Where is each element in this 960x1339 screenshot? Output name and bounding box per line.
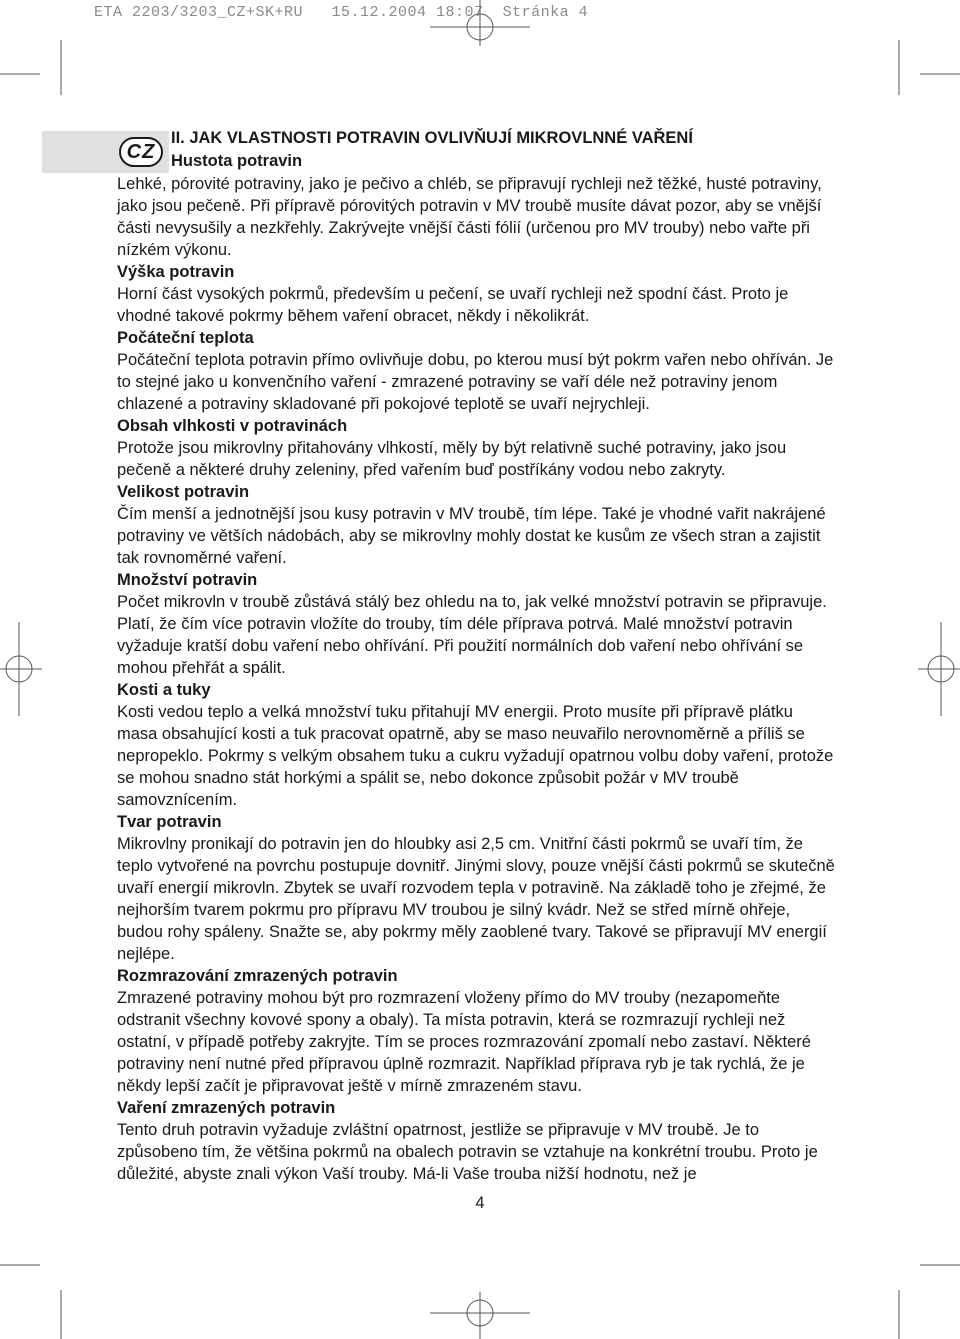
section-text: Počet mikrovln v troubě zůstává stálý bez ohledu na to, jak velké množství potravin se připravuje. Platí, že čím více potravin vložíte do trouby, tím déle příprava potrvá. Malé množství potravin vyžaduje kratší dobu vaření nebo ohřívání. Při použití normálních dob vaření nebo ohřívání se mohou přehřát a spálit. <box>117 593 827 677</box>
print-slug: ETA 2203/3203_CZ+SK+RU 15.12.2004 18:07 Stránka 4 <box>94 4 589 21</box>
registration-mark-top <box>430 0 530 46</box>
registration-mark-right <box>918 622 960 716</box>
section-text: Zmrazené potraviny mohou být pro rozmrazení vloženy přímo do MV trouby (nezapomeňte odstranit všechny kovové spony a obaly). Ta místa potravin, která se rozmrazují rychleji než ostatní, v případě potřeby zakryjte. Tím se proces rozmrazování zpomalí nebo zastaví. Některé potraviny není nutné před přípravou úplně rozmrazit. Například příprava ryb je tak rychlá, že je někdy lepší začít je připravovat ještě v mírně zmrazeném stavu. <box>117 989 811 1095</box>
section-text: Protože jsou mikrovlny přitahovány vlhkostí, měly by být relativně suché potraviny, jako jsou pečeně a některé druhy zeleniny, před vařením buď postříkány vodou nebo zakryty. <box>117 439 787 479</box>
registration-mark-left <box>0 622 42 716</box>
intro-paragraph: Lehké, pórovité potraviny, jako je pečivo a chléb, se připravují rychleji než těžké, husté potraviny, jako jsou pečeně. Při přípravě pórovitých potravin v MV troubě musíte dávat pozor, aby se vnější části nevysušily a nezkřehly. Zakrývejte vnější části fólií (určenou pro MV trouby) nebo vařte při nízkém výkonu. <box>117 175 822 259</box>
language-badge: CZ <box>119 137 163 167</box>
section-title: Velikost potravin <box>117 483 250 501</box>
sections-body <box>117 261 837 1185</box>
section-text: Horní část vysokých pokrmů, především u pečení, se uvaří rychleji než spodní část. Proto je vhodné takové pokrmy během vaření obracet, někdy i několikrát. <box>117 285 789 325</box>
section-title: Obsah vlhkosti v potravinách <box>117 417 348 435</box>
section-title: Tvar potravin <box>117 813 222 831</box>
section-title: Množství potravin <box>117 571 258 589</box>
section-title: Vaření zmrazených potravin <box>117 1099 336 1117</box>
section-heading-density: Hustota potravin <box>171 152 303 170</box>
chapter-heading: II. JAK VLASTNOSTI POTRAVIN OVLIVŇUJÍ MIKROVLNNÉ VAŘENÍ <box>171 129 693 147</box>
page-number: 4 <box>475 1194 485 1212</box>
section-text: Tento druh potravin vyžaduje zvláštní opatrnost, jestliže se připravuje v MV troubě. Je to způsobeno tím, že většina pokrmů na obalech potravin se vztahuje na konkrétní troubu. Proto je důležité, abyste znali výkon Vaší trouby. Má-li Vaše trouba nižší hodnotu, než je <box>117 1121 818 1183</box>
section-text: Čím menší a jednotnější jsou kusy potravin v MV troubě, tím lépe. Také je vhodné vařit nakrájené potraviny ve větších nádobách, aby se mikrovlny mohly dostat ke kusům ze všech stran a zajistit tak rovnoměrné vaření. <box>117 505 826 567</box>
section-title: Počáteční teplota <box>117 329 254 347</box>
registration-mark-bottom <box>430 1292 530 1339</box>
section-title: Výška potravin <box>117 263 235 281</box>
section-text: Mikrovlny pronikají do potravin jen do hloubky asi 2,5 cm. Vnitřní části pokrmů se uvaří tím, že teplo vytvořené na povrchu postupuje dovnitř. Jinými slovy, pouze vnější části pokrmů se skutečně uvaří energií mikrovln. Zbytek se uvaří rozvodem tepla v potravině. Na základě toho je zřejmé, že nejhorším tvarem pokrmu pro přípravu MV troubou je silný kvádr. Než se střed mírně ohřeje, budou rohy spáleny. Snažte se, aby pokrmy měly zaoblené tvary. Takové se připravují MV energií nejlépe. <box>117 835 835 963</box>
section-title: Rozmrazování zmrazených potravin <box>117 967 398 985</box>
section-title: Kosti a tuky <box>117 681 211 699</box>
section-text: Počáteční teplota potravin přímo ovlivňuje dobu, po kterou musí být pokrm vařen nebo ohříván. Je to stejné jako u konvenčního vaření - zmrazené potraviny se vaří déle než potraviny jenom chlazené a potraviny skladované při pokojové teplotě se uvaří nejrychleji. <box>117 351 834 413</box>
section-text: Kosti vedou teplo a velká množství tuku přitahují MV energii. Proto musíte při přípravě plátku masa obsahující kosti a tuk pracovat opatrně, aby se maso neuvařilo nerovnoměrně a příliš se nepropeklo. Pokrmy s velkým obsahem tuku a cukru vyžadují opatrnou volbu doby vaření, protože se mohou snadno stát horkými a spálit se, nebo dokonce způsobit požár v MV troubě samovznícením. <box>117 703 834 809</box>
